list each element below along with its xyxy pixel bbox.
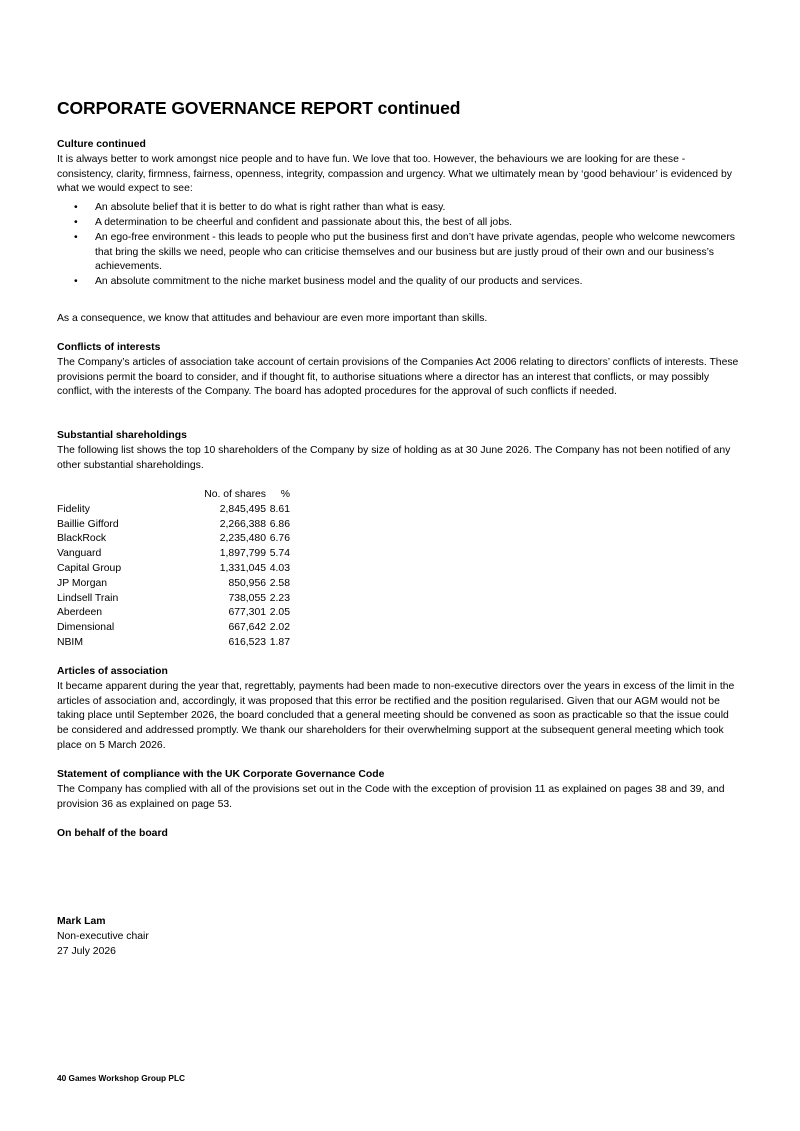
shareholder-name: Fidelity (57, 503, 90, 515)
bullet-item: • An absolute belief that it is better to do what is right rather than what is easy. (57, 201, 741, 216)
table-row (57, 592, 290, 607)
signoff-date: 27 July 2026 (57, 945, 116, 957)
articles-section (57, 665, 741, 754)
table-row (57, 621, 290, 636)
table-row (57, 577, 290, 592)
shareholder-shares: 616,523 (228, 636, 266, 648)
compliance-text: The Company has complied with all of the provisions set out in the Code with the exception of provision 11 as explained on pages 38 and 39, and provision 36 as explained on page 53. (57, 783, 725, 810)
culture-heading: Culture continued (57, 139, 146, 150)
conflicts-text: The Company’s articles of association take account of certain provisions of the Companies Act 2006 relating to directors’ conflicts of interests. These provisions permit the board to consider, and if thought fit, to authorise situations where a director has an interest that conflicts, or may possibly conflict, with the interests of the Company. The board has adopted procedures for the approval of such conflicts if needed. (57, 356, 739, 398)
shareholder-name: Dimensional (57, 622, 115, 634)
shareholder-name: JP Morgan (57, 577, 108, 589)
shareholder-shares: 677,301 (228, 607, 266, 619)
bullet-dot-icon: • (74, 231, 78, 243)
table-header-name (57, 488, 169, 503)
table-header-shares: No. of shares (204, 489, 266, 500)
shareholder-shares: 2,235,480 (219, 533, 266, 545)
shareholder-shares: 850,956 (228, 577, 266, 589)
table-header-row (57, 488, 290, 503)
signoff-block (57, 915, 741, 959)
shareholder-name: Baillie Gifford (57, 518, 119, 530)
culture-intro: It is always better to work amongst nice people and to have fun. We love that too. However, the behaviours we are looking for are these - consistency, clarity, firmness, fairness, openness, integrity, compassion and urgency. What we ultimately mean by ‘good behaviour’ is evidenced by what we would expect to see: (57, 153, 732, 195)
shareholder-shares: 1,331,045 (219, 562, 266, 574)
shareholder-name: Aberdeen (57, 607, 103, 619)
bullet-dot-icon: • (74, 276, 78, 288)
shareholder-name: BlackRock (57, 533, 107, 545)
table-row (57, 532, 290, 547)
conflicts-section (57, 341, 741, 400)
table-row (57, 518, 290, 533)
bullet-item: • A determination to be cheerful and confident and passionate about this, the best of all jobs. (57, 216, 741, 231)
shareholder-name: Capital Group (57, 562, 122, 574)
culture-section (57, 138, 741, 290)
shareholder-percent: 6.76 (269, 533, 290, 545)
articles-heading: Articles of association (57, 666, 168, 677)
page-title: CORPORATE GOVERNANCE REPORT continued (57, 98, 461, 118)
table-row (57, 562, 290, 577)
shareholder-name: Vanguard (57, 548, 102, 560)
shareholdings-section (57, 429, 741, 473)
shareholder-name: Lindsell Train (57, 592, 119, 604)
shareholder-shares: 2,266,388 (219, 518, 266, 530)
shareholder-name: NBIM (57, 636, 83, 648)
bullet-dot-icon: • (74, 202, 78, 214)
articles-text: It became apparent during the year that, regrettably, payments had been made to non-executive directors over the years in excess of the limit in the articles of association and, accordingly, it was proposed that this error be rectified and the position regularised. Given that our AGM would not be taking place until September 2026, the board concluded that a general meeting should be convened as soon as practicable so that the issue could be considered and addressed promptly. We thank our shareholders for their overwhelming support at the subsequent general meeting which took place on 5 March 2026. (57, 680, 735, 751)
shareholder-percent: 2.05 (269, 607, 290, 619)
shareholder-percent: 5.74 (269, 548, 290, 560)
shareholder-shares: 2,845,495 (219, 503, 266, 515)
shareholdings-table (57, 488, 290, 651)
page-footer: 40 Games Workshop Group PLC (57, 1073, 186, 1083)
table-row (57, 636, 290, 651)
shareholder-percent: 2.58 (269, 577, 290, 589)
table-row (57, 606, 290, 621)
shareholder-shares: 738,055 (228, 592, 266, 604)
shareholder-percent: 6.86 (269, 518, 290, 530)
shareholder-percent: 2.02 (269, 622, 290, 634)
table-row (57, 503, 290, 518)
shareholder-percent: 8.61 (269, 503, 290, 515)
shareholdings-heading: Substantial shareholdings (57, 430, 187, 441)
signatory-name: Mark Lam (57, 916, 106, 927)
shareholder-percent: 4.03 (269, 562, 290, 574)
shareholder-percent: 1.87 (269, 636, 290, 648)
shareholder-percent: 2.23 (269, 592, 290, 604)
conflicts-heading: Conflicts of interests (57, 342, 161, 353)
culture-conclusion: As a consequence, we know that attitudes and behaviour are even more important than skills. (57, 313, 488, 324)
table-header-percent: % (280, 489, 290, 500)
shareholder-shares: 667,642 (228, 622, 266, 634)
shareholder-shares: 1,897,799 (219, 548, 266, 560)
compliance-section (57, 768, 741, 812)
shareholdings-text: The following list shows the top 10 shareholders of the Company by size of holding as at 30 June 2026. The Company has not been notified of any other substantial shareholdings. (57, 444, 731, 471)
signoff-on-behalf: On behalf of the board (57, 828, 168, 839)
compliance-heading: Statement of compliance with the UK Corporate Governance Code (57, 769, 385, 780)
table-row (57, 547, 290, 562)
bullet-item: • An absolute commitment to the niche market business model and the quality of our products and services. (57, 275, 741, 290)
bullet-item: • An ego-free environment - this leads to people who put the business first and don’t have private agendas, people who welcome newcomers that bring the skills we need, people who can criticise themselves and our business but are justly proud of their own and our business’s achievements. (74, 231, 735, 273)
bullet-dot-icon: • (74, 216, 78, 228)
culture-bullet-list (57, 201, 741, 290)
signatory-role: Non-executive chair (57, 930, 149, 942)
